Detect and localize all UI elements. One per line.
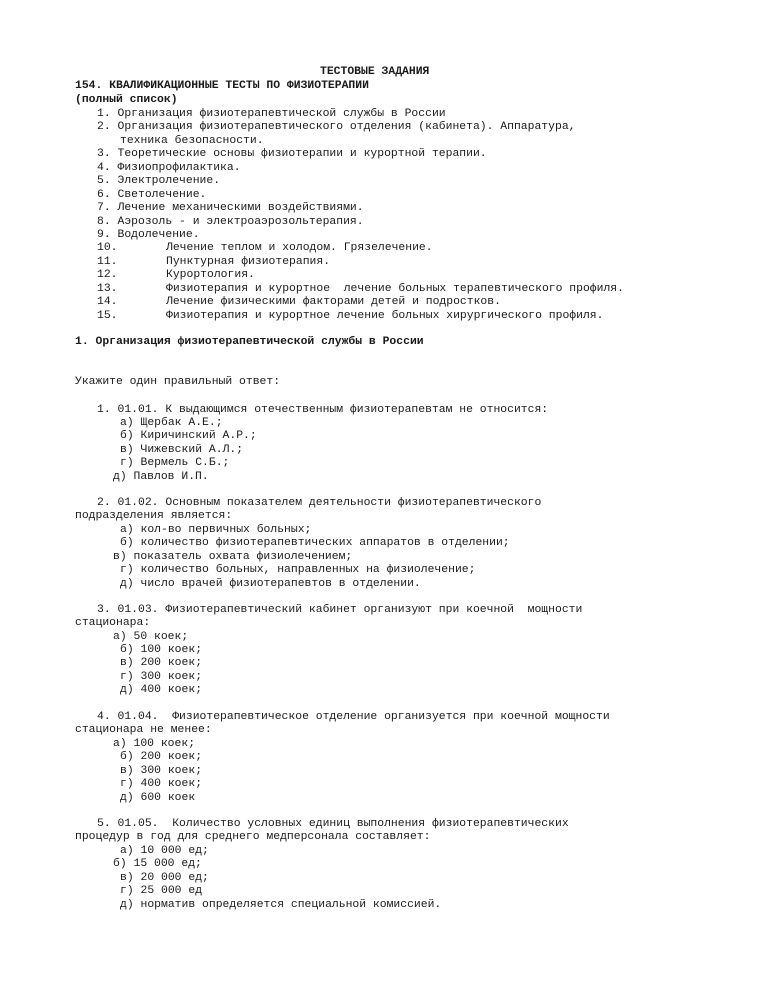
toc-item: Пунктурная физиотерапия. [166, 256, 331, 268]
answer-option: д) 600 коек [120, 792, 196, 804]
list-caption: (полный список) [75, 94, 178, 106]
toc-item: Курортология. [166, 269, 255, 281]
answer-option: б) 100 коек; [120, 644, 203, 656]
answer-option: г) 25 000 ед [120, 885, 203, 897]
question-text: процедур в год для среднего медперсонала составляет: [75, 831, 431, 843]
answer-option: г) Вермель С.Б.; [120, 457, 230, 469]
toc-number: 12. [97, 269, 118, 281]
answer-option: в) 20 000 ед; [120, 872, 209, 884]
toc-item: Лечение физическими факторами детей и подростков. [166, 296, 501, 308]
answer-option: в) Чижевский А.Л.; [120, 444, 244, 456]
answer-option: г) 400 коек; [120, 778, 203, 790]
toc-item: Физиотерапия и курортное лечение больных хирургического профиля. [166, 310, 604, 322]
answer-option: в) показатель охвата физиолечением; [113, 551, 353, 563]
doc-title: ТЕСТОВЫЕ ЗАДАНИЯ [320, 66, 430, 78]
toc-item: 3. Теоретические основы физиотерапии и курортной терапии. [97, 148, 487, 160]
toc-number: 14. [97, 296, 118, 308]
answer-option: а) Щербак А.Е.; [120, 417, 223, 429]
answer-option: б) количество физиотерапевтических аппаратов в отделении; [120, 537, 510, 549]
answer-option: в) 300 коек; [120, 765, 203, 777]
doc-subtitle: 154. КВАЛИФИКАЦИОННЫЕ ТЕСТЫ ПО ФИЗИОТЕРАПИИ [75, 80, 369, 92]
toc-item: 5. Электролечение. [97, 175, 221, 187]
toc-item: 6. Светолечение. [97, 189, 207, 201]
toc-number: 13. [97, 283, 118, 295]
answer-option: а) 10 000 ед; [120, 845, 209, 857]
toc-item: 9. Водолечение. [97, 229, 200, 241]
toc-item: Физиотерапия и курортное лечение больных терапевтического профиля. [166, 283, 624, 295]
answer-option: а) кол-во первичных больных; [120, 524, 312, 536]
question-text: подразделения является: [75, 510, 233, 522]
answer-option: б) Киричинский А.Р.; [120, 430, 257, 442]
answer-option: в) 200 коек; [120, 657, 203, 669]
toc-item: Лечение теплом и холодом. Грязелечение. [166, 242, 433, 254]
answer-option: г) 300 коек; [120, 671, 203, 683]
answer-option: д) число врачей физиотерапевтов в отделении. [120, 578, 421, 590]
toc-item: 1. Организация физиотерапевтической службы в России [97, 108, 446, 120]
question-text: 3. 01.03. Физиотерапевтический кабинет организуют при коечной мощности [97, 604, 583, 616]
toc-number: 15. [97, 310, 118, 322]
answer-option: д) Павлов И.П. [113, 471, 209, 483]
toc-item: 4. Физиопрофилактика. [97, 162, 241, 174]
question-text: 2. 01.02. Основным показателем деятельности физиотерапевтического [97, 497, 542, 509]
question-text: 4. 01.04. Физиотерапевтическое отделение организуется при коечной мощности [97, 711, 610, 723]
question-text: 1. 01.01. К выдающимся отечественным физиотерапевтам не относится: [97, 404, 549, 416]
answer-option: а) 50 коек; [113, 631, 189, 643]
toc-number: 11. [97, 256, 118, 268]
answer-option: г) количество больных, направленных на физиолечение; [120, 564, 476, 576]
toc-item: 8. Аэрозоль - и электроаэрозольтерапия. [97, 216, 364, 228]
answer-option: а) 100 коек; [113, 738, 196, 750]
question-text: 5. 01.05. Количество условных единиц выполнения физиотерапевтических [97, 818, 569, 830]
answer-option: б) 200 коек; [120, 751, 203, 763]
toc-number: 10. [97, 242, 118, 254]
toc-item: 2. Организация физиотерапевтического отделения (кабинета). Аппаратура, [97, 121, 576, 133]
question-text: стационара не менее: [75, 724, 212, 736]
answer-option: д) норматив определяется специальной комиссией. [120, 899, 442, 911]
section-heading: 1. Организация физиотерапевтической службы в России [75, 336, 424, 348]
toc-item: техника безопасности. [120, 135, 264, 147]
toc-item: 7. Лечение механическими воздействиями. [97, 202, 364, 214]
question-text: стационара: [75, 617, 151, 629]
instruction-text: Укажите один правильный ответ: [75, 376, 281, 388]
answer-option: д) 400 коек; [120, 684, 203, 696]
answer-option: б) 15 000 ед; [113, 858, 202, 870]
